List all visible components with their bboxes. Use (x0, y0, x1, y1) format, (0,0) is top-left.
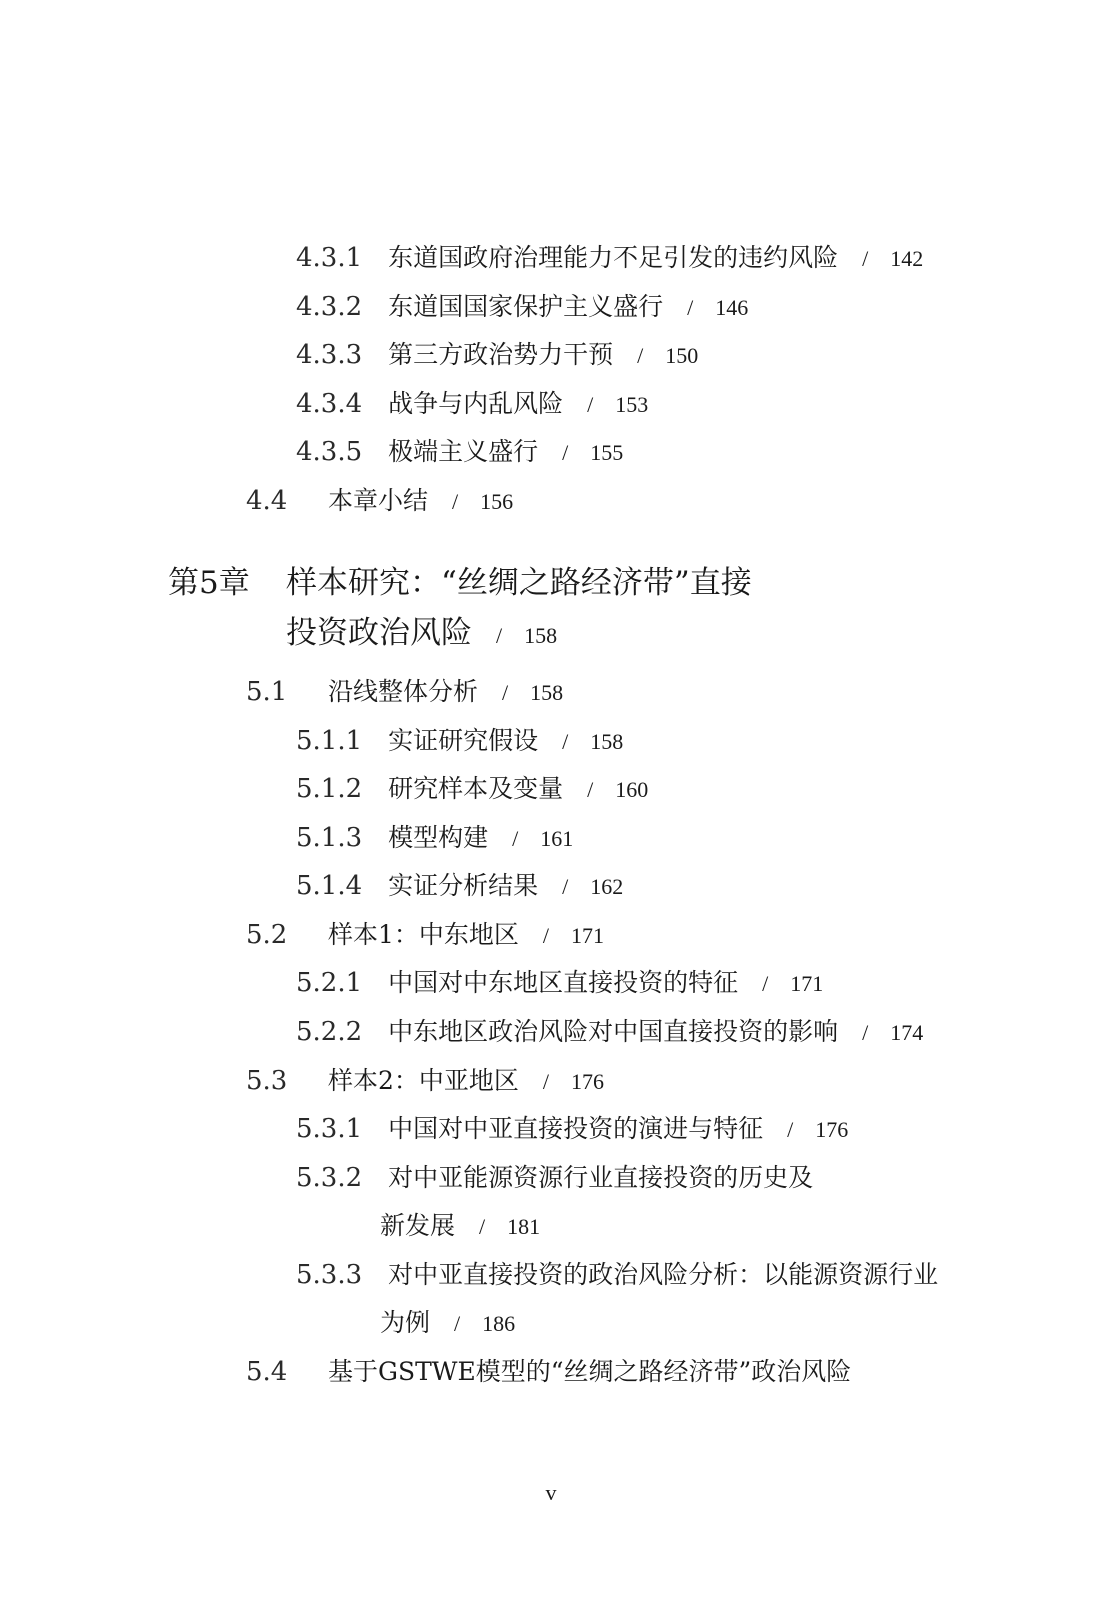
toc-separator: / (862, 246, 869, 271)
toc-page-number: 162 (590, 874, 624, 899)
toc-number: 5.3.3 (296, 1260, 363, 1290)
chapter-title-continued: 投资政治风险 (286, 615, 472, 651)
toc-entry-5-3-1 (296, 1114, 848, 1145)
toc-number: 4.3.4 (296, 389, 363, 419)
toc-title: 模型构建 (388, 823, 489, 852)
toc-title: 东道国国家保护主义盛行 (388, 292, 664, 321)
toc-title: 实证分析结果 (388, 871, 539, 900)
toc-title: 极端主义盛行 (388, 437, 539, 466)
toc-entry-5-4 (246, 1357, 851, 1387)
toc-number: 5.1.3 (296, 823, 363, 853)
toc-entry-5-3-2 (296, 1163, 813, 1193)
toc-separator: / (454, 1311, 461, 1336)
toc-number: 5.2.1 (296, 968, 363, 998)
toc-page-number: 158 (530, 680, 564, 705)
toc-number: 5.3.2 (296, 1163, 363, 1193)
toc-page-number: 176 (815, 1117, 849, 1142)
toc-page-number: 146 (715, 295, 749, 320)
toc-page-number: 176 (571, 1069, 605, 1094)
toc-number: 4.4 (246, 486, 288, 516)
toc-title: 对中亚直接投资的政治风险分析：以能源资源行业 (388, 1260, 939, 1289)
toc-page-number: 160 (615, 777, 649, 802)
toc-page-number: 150 (665, 343, 699, 368)
toc-separator: / (562, 729, 569, 754)
toc-page-number: 153 (615, 392, 649, 417)
toc-chapter-5-continued (286, 614, 557, 655)
toc-number: 5.2 (246, 920, 288, 950)
toc-number: 5.2.2 (296, 1017, 363, 1047)
toc-title: 中国对中亚直接投资的演进与特征 (388, 1114, 764, 1143)
toc-entry-4-3-4 (296, 389, 648, 420)
toc-title: 沿线整体分析 (328, 677, 479, 706)
chapter-title: 样本研究：“丝绸之路经济带”直接 (286, 565, 752, 601)
toc-number: 5.3 (246, 1066, 288, 1096)
toc-entry-4-3-3 (296, 340, 698, 371)
toc-number: 5.1.2 (296, 774, 363, 804)
toc-page-number: 171 (571, 923, 605, 948)
toc-page-number: 161 (540, 826, 574, 851)
toc-entry-5-1 (246, 677, 563, 708)
toc-separator: / (479, 1214, 486, 1239)
toc-number: 5.4 (246, 1357, 288, 1387)
toc-chapter-5 (168, 564, 752, 602)
toc-separator: / (587, 392, 594, 417)
toc-title: 研究样本及变量 (388, 774, 564, 803)
toc-separator: / (502, 680, 509, 705)
toc-number: 4.3.2 (296, 292, 363, 322)
toc-title: 第三方政治势力干预 (388, 340, 614, 369)
page-number-footer: v (545, 1480, 557, 1505)
toc-title: 实证研究假设 (388, 726, 539, 755)
toc-title: 东道国政府治理能力不足引发的违约风险 (388, 243, 839, 272)
toc-page-number: 186 (482, 1311, 516, 1336)
toc-entry-4-3-5 (296, 437, 623, 468)
toc-title: 样本2：中亚地区 (328, 1066, 519, 1095)
toc-page-number: 142 (890, 246, 924, 271)
toc-separator: / (687, 295, 694, 320)
toc-entry-5-1-2 (296, 774, 648, 805)
toc-title: 基于GSTWE模型的“丝绸之路经济带”政治风险 (328, 1357, 852, 1386)
toc-title: 样本1：中东地区 (328, 920, 519, 949)
toc-separator: / (562, 440, 569, 465)
toc-separator: / (862, 1020, 869, 1045)
toc-entry-5-2-1 (296, 968, 823, 999)
toc-entry-5-2-2 (296, 1017, 923, 1048)
toc-separator: / (542, 1069, 550, 1094)
toc-number: 4.3.1 (296, 243, 363, 273)
toc-number: 5.1.1 (296, 726, 363, 756)
toc-page-number: 156 (480, 489, 514, 514)
toc-number: 5.3.1 (296, 1114, 363, 1144)
toc-entry-5-3-3-continued (380, 1308, 515, 1339)
toc-entry-5-1-3 (296, 823, 573, 854)
toc-separator: / (762, 971, 769, 996)
toc-entry-4-4 (246, 486, 513, 517)
toc-entry-5-3-3 (296, 1260, 938, 1290)
toc-page-number: 171 (790, 971, 824, 996)
toc-number: 4.3.5 (296, 437, 363, 467)
toc-entry-5-1-4 (296, 871, 623, 902)
toc-title: 中国对中东地区直接投资的特征 (388, 968, 739, 997)
toc-separator: / (587, 777, 594, 802)
toc-entry-5-1-1 (296, 726, 623, 757)
toc-entry-4-3-1 (296, 243, 923, 274)
toc-page-number: 181 (507, 1214, 541, 1239)
toc-number: 5.1 (246, 677, 288, 707)
toc-title: 中东地区政治风险对中国直接投资的影响 (388, 1017, 839, 1046)
toc-page-number: 174 (890, 1020, 924, 1045)
chapter-number: 第5章 (168, 565, 250, 601)
toc-page-number: 158 (590, 729, 624, 754)
toc-separator: / (452, 489, 459, 514)
toc-title: 战争与内乱风险 (388, 389, 564, 418)
toc-separator: / (637, 343, 644, 368)
toc-entry-5-3 (246, 1066, 604, 1097)
toc-title-continued: 为例 (380, 1308, 431, 1337)
toc-title: 本章小结 (328, 486, 429, 515)
toc-number: 4.3.3 (296, 340, 363, 370)
toc-title-continued: 新发展 (380, 1211, 456, 1240)
toc-page-number: 158 (524, 623, 558, 648)
toc-entry-5-3-2-continued (380, 1211, 540, 1242)
toc-separator: / (787, 1117, 794, 1142)
toc-entry-4-3-2 (296, 292, 748, 323)
toc-page-number: 155 (590, 440, 624, 465)
toc-separator: / (496, 623, 503, 648)
toc-title: 对中亚能源资源行业直接投资的历史及 (388, 1163, 814, 1192)
toc-separator: / (512, 826, 519, 851)
toc-separator: / (542, 923, 550, 948)
toc-entry-5-2 (246, 920, 604, 951)
toc-separator: / (562, 874, 569, 899)
toc-number: 5.1.4 (296, 871, 363, 901)
